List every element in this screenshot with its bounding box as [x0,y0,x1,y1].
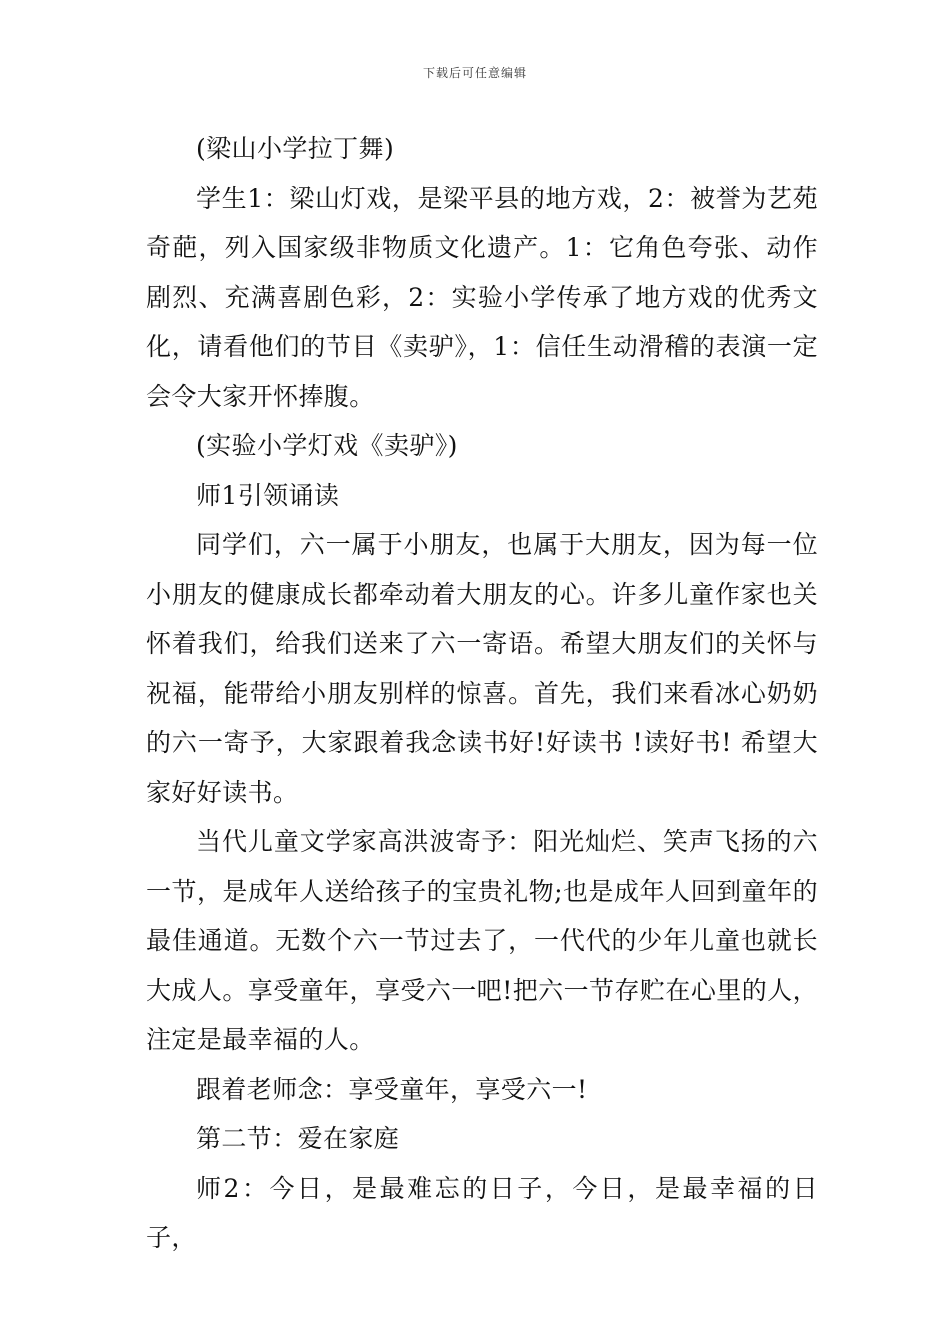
paragraph-follow-teacher: 跟着老师念：享受童年，享受六一! [196,1074,588,1104]
paragraph-gao-hongbo-message: 当代儿童文学家高洪波寄予：阳光灿烂、笑声飞扬的六一节，是成年人送给孩子的宝贵礼物;也是成年人回到童年的最佳通道。无数个六一节过去了，一代代的少年儿童也就长大成人。享受童年，享受六一吧!把六一节存贮在心里的人，注定是最幸福的人。 [146,827,818,1054]
section-heading-love-in-family: 第二节：爱在家庭 [196,1124,400,1153]
paragraph-bingxin-message: 同学们，六一属于小朋友，也属于大朋友，因为每一位小朋友的健康成长都牵动着大朋友的心。许多儿童作家也关怀着我们，给我们送来了六一寄语。希望大朋友们的关怀与祝福，能带给小朋友别样的惊喜。首先，我们来看冰心奶奶的六一寄予，大家跟着我念读书好!好读书 !读好书! 希望大家好好读书。 [146,530,818,807]
paragraph-student-intro: 学生1：梁山灯戏，是梁平县的地方戏，2：被誉为艺苑奇葩，列入国家级非物质文化遗产。1：它角色夸张、动作剧烈、充满喜剧色彩，2：实验小学传承了地方戏的优秀文化，请看他们的节目《卖驴》，1：信任生动滑稽的表演一定会令大家开怀捧腹。 [146,183,818,411]
page-header: 下载后可任意编辑 [422,66,527,80]
document-body [146,124,818,1263]
paragraph-teacher-recitation: 师1引领诵读 [196,480,340,510]
paragraph-performance-lantern-opera: (实验小学灯戏《卖驴》) [196,431,458,460]
paragraph-teacher2-opening: 师2：今日，是最难忘的日子，今日，是最幸福的日子， [146,1173,818,1252]
paragraph-performance-latin-dance: (梁山小学拉丁舞) [196,134,395,163]
